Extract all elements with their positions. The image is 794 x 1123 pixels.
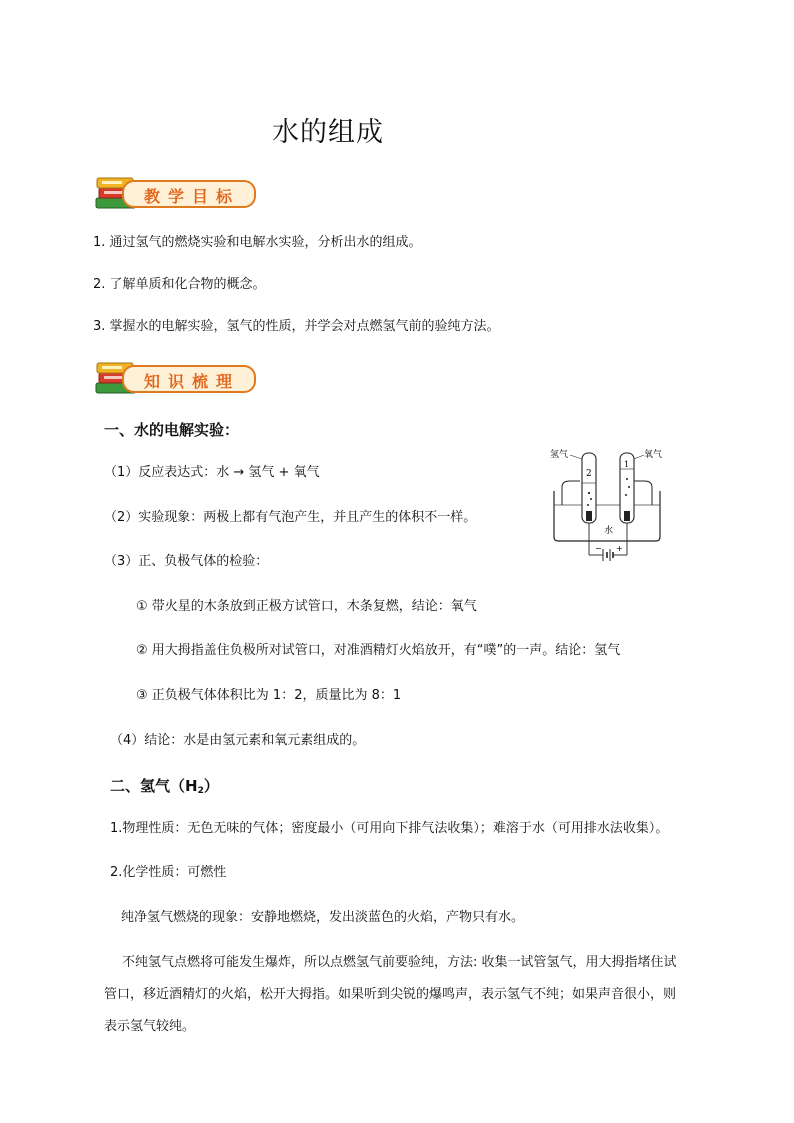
section-banner-knowledge	[92, 355, 257, 399]
hydrogen-purity-line1: 不纯氢气点燃将可能发生爆炸，所以点燃氢气前要验纯，方法: 收集一试管氢气，用大拇指堵住试	[122, 955, 677, 970]
section-banner-goals	[92, 170, 257, 214]
tube-right-mark: 1	[624, 460, 630, 469]
goal-item-2: 2. 了解单质和化合物的概念。	[93, 277, 266, 292]
hydrogen-purity-line3: 表示氢气较纯。	[104, 1019, 196, 1034]
banner-pill	[122, 365, 256, 393]
banner-label: 知识梳理	[144, 372, 241, 391]
electrolysis-phenomenon: （2）实验现象：两极上都有气泡产生，并且产生的体积不一样。	[104, 510, 477, 525]
goal-item-1: 1. 通过氢气的燃烧实验和电解水实验，分析出水的组成。	[93, 235, 422, 250]
electrolysis-test-1: ① 带火星的木条放到正极方试管口，木条复燃，结论：氧气	[136, 599, 477, 614]
electrolysis-apparatus-diagram	[548, 443, 670, 565]
electrolysis-test-3: ③ 正负极气体体积比为 1：2，质量比为 8：1	[136, 688, 402, 703]
section-heading-hydrogen	[110, 775, 219, 796]
oxygen-label: 氧气	[644, 450, 663, 460]
electrolysis-conclusion: （4）结论：水是由氢元素和氧元素组成的。	[110, 733, 366, 748]
banner-pill	[122, 180, 256, 208]
hydrogen-label: 氢气	[550, 450, 569, 460]
section-heading-electrolysis: 一、水的电解实验：	[104, 421, 240, 439]
hydrogen-burning: 纯净氢气燃烧的现象：安静地燃烧，发出淡蓝色的火焰，产物只有水。	[121, 910, 525, 925]
electrolysis-test-heading: （3）正、负极气体的检验：	[104, 554, 269, 569]
hydrogen-purity-line2: 管口，移近酒精灯的火焰，松开大拇指。如果听到尖锐的爆鸣声，表示氢气不纯；如果声音很小，则	[104, 987, 677, 1002]
hydrogen-heading-subscript: 2	[197, 786, 204, 796]
hydrogen-heading-close: ）	[203, 777, 219, 795]
electrolysis-test-2: ② 用大拇指盖住负极所对试管口，对准酒精灯火焰放开，有“噗”的一声。结论：氢气	[136, 643, 621, 658]
plus-sign: +	[616, 544, 623, 553]
hydrogen-chemical: 2.化学性质：可燃性	[110, 865, 227, 880]
tube-left-mark: 2	[586, 469, 592, 479]
page-title: 水的组成	[272, 117, 384, 148]
water-label: 水	[604, 526, 614, 536]
electrolysis-reaction: （1）反应表达式：水 → 氢气 + 氧气	[104, 465, 320, 480]
banner-label: 教学目标	[144, 187, 241, 206]
minus-sign: −	[595, 544, 602, 553]
hydrogen-physical: 1.物理性质：无色无味的气体；密度最小（可用向下排气法收集）；难溶于水（可用排水法收集）。	[110, 821, 669, 836]
hydrogen-heading-text: 二、氢气（H	[110, 777, 198, 795]
goal-item-3: 3. 掌握水的电解实验，氢气的性质，并学会对点燃氢气前的验纯方法。	[93, 319, 500, 334]
